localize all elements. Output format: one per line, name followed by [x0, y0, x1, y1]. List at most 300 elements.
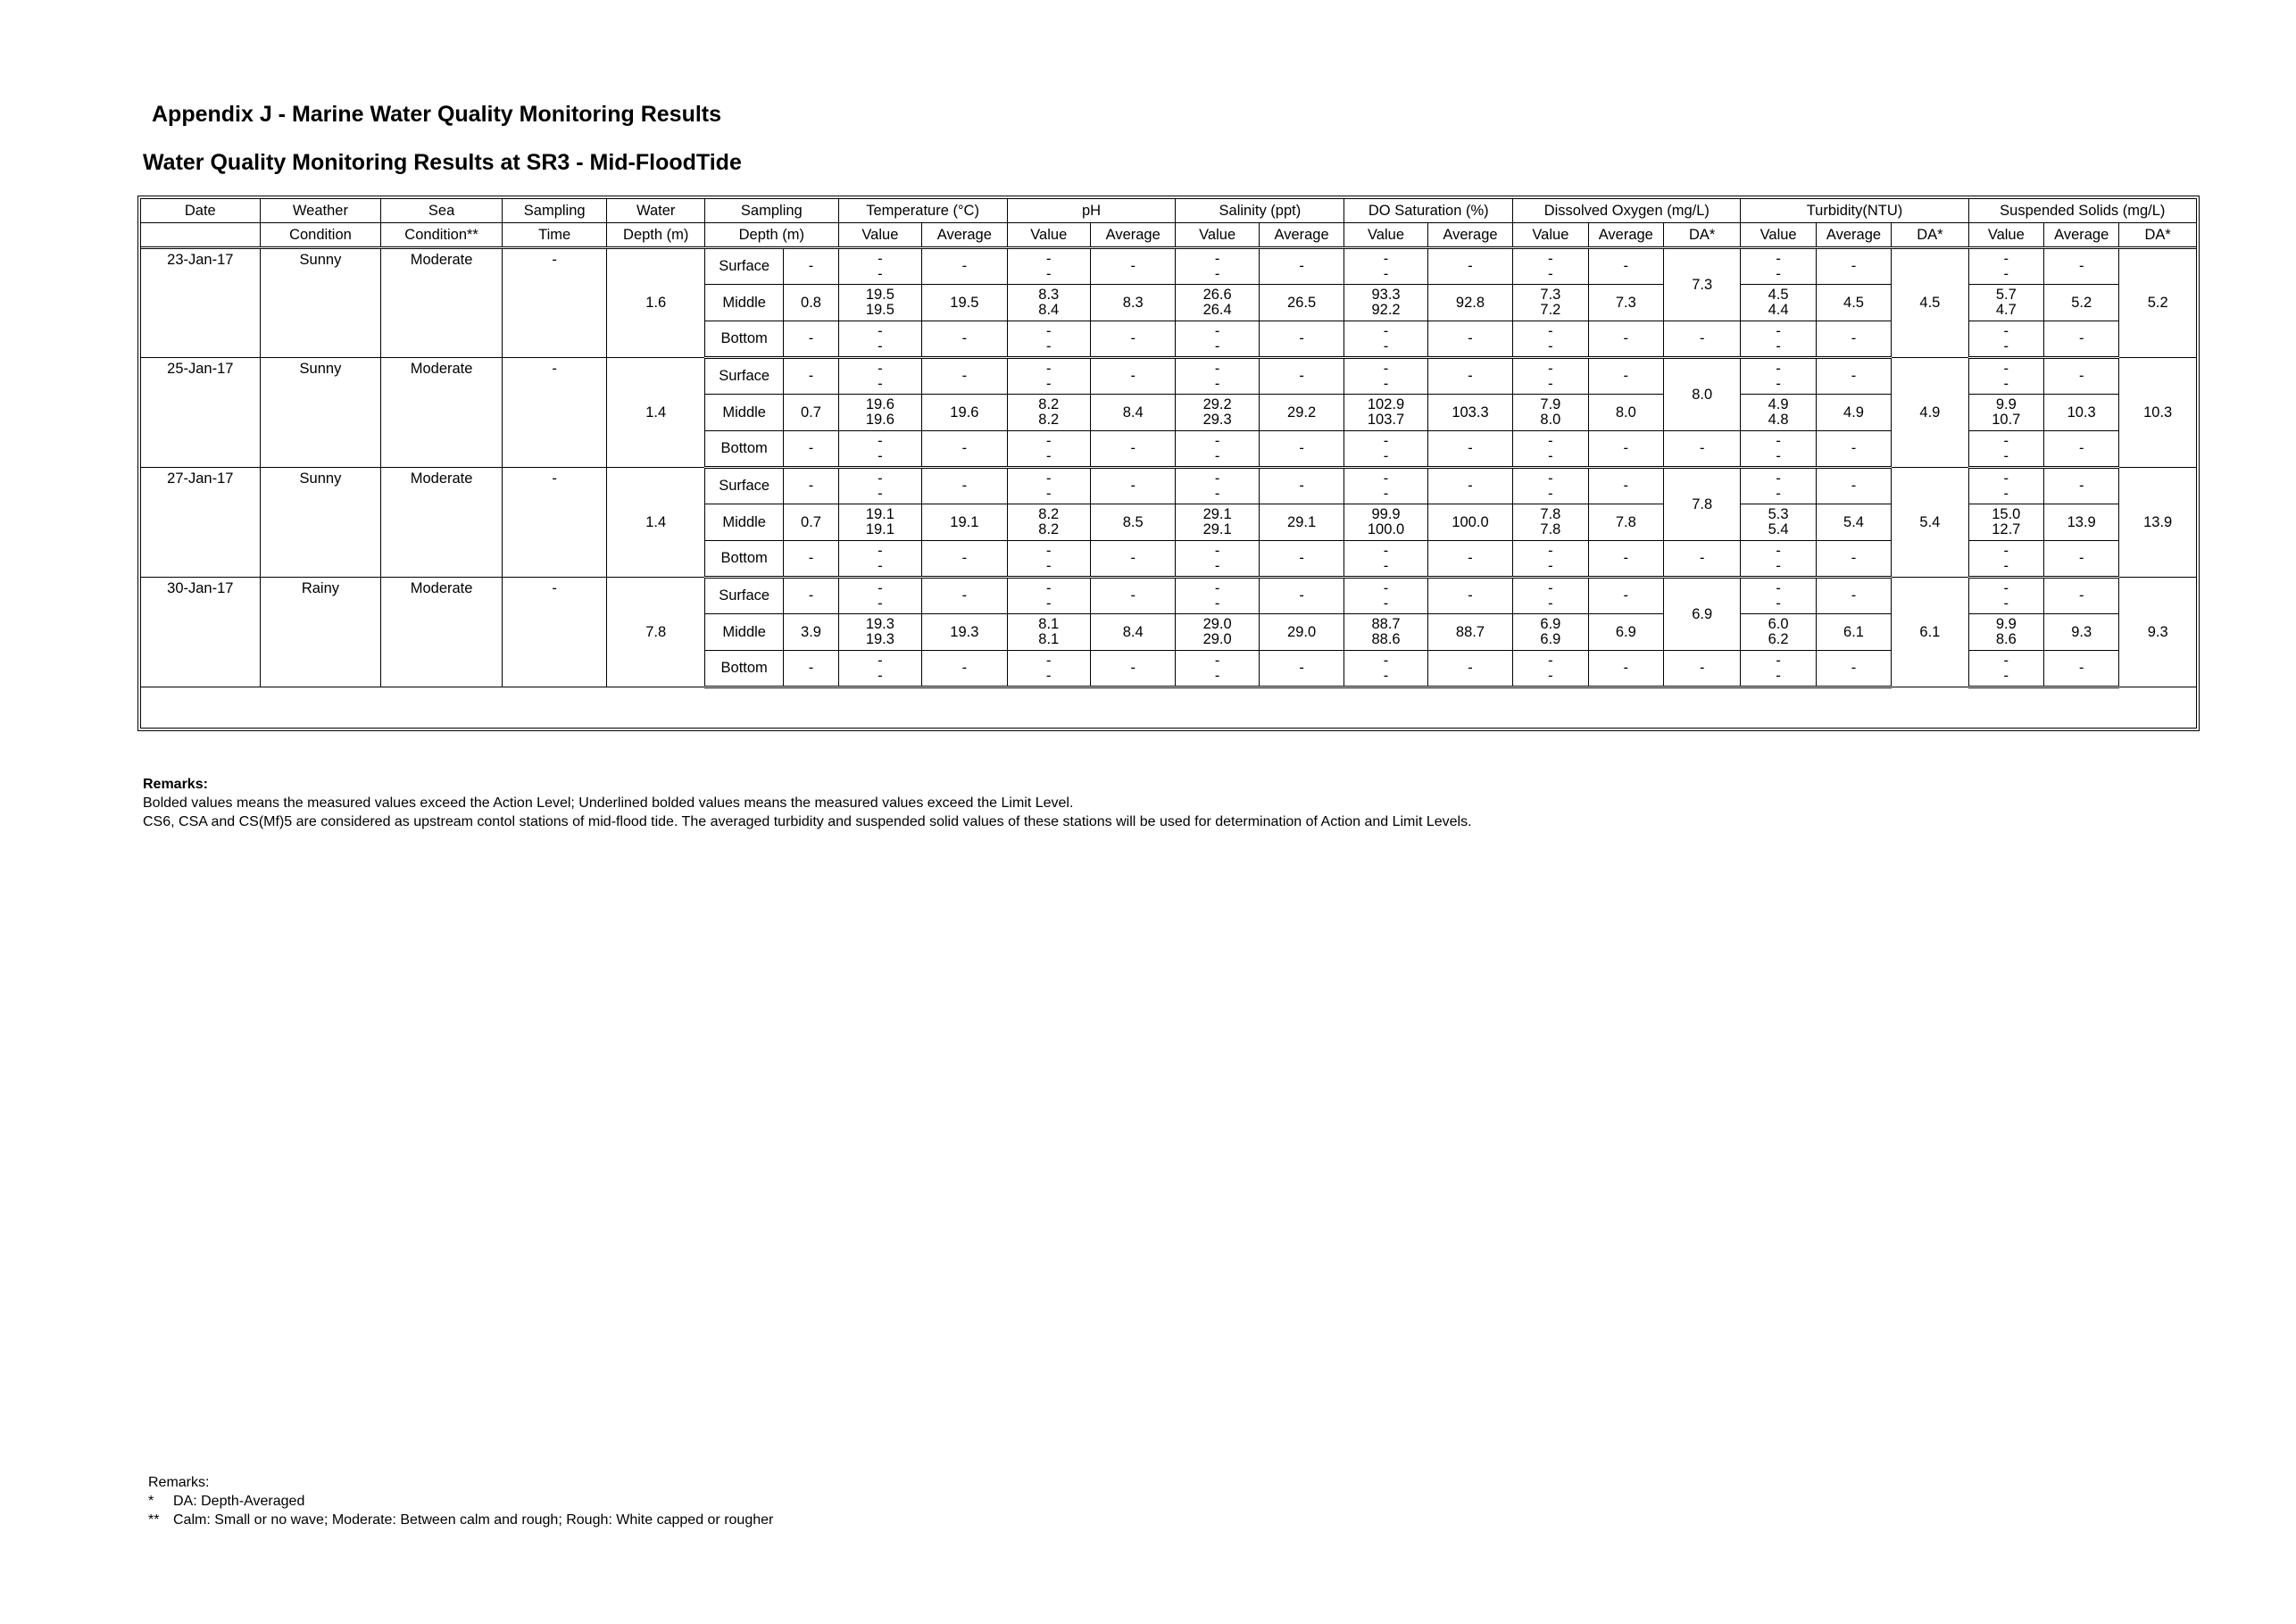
temperature-average: - — [922, 541, 1007, 578]
subheader-sampling-depth: Depth (m) — [704, 223, 838, 248]
turbidity-value-reading-1: - — [1776, 652, 1781, 669]
turbidity-da: 5.4 — [1892, 468, 1968, 578]
level-cell: Middle — [704, 504, 783, 541]
salinity-value — [1176, 614, 1259, 651]
dissolved-oxygen-value — [1513, 321, 1588, 358]
salinity-value-reading-1: 29.2 — [1202, 396, 1232, 412]
dissolved-oxygen-value — [1513, 468, 1588, 504]
suspended-solids-value — [1968, 248, 2043, 285]
header-temperature: Temperature (°C) — [838, 199, 1007, 223]
subheader-value: Value — [1007, 223, 1090, 248]
temperature-value-reading-2: - — [878, 337, 883, 354]
turbidity-value-reading-1: - — [1776, 432, 1781, 449]
dissolved-oxygen-value — [1513, 541, 1588, 578]
temperature-value-reading-1: - — [878, 360, 883, 377]
dissolved-oxygen-da-bottom: - — [1663, 431, 1740, 468]
temperature-value — [838, 321, 921, 358]
do-saturation-average: - — [1427, 651, 1512, 687]
do-saturation-value-reading-1: 102.9 — [1367, 396, 1405, 412]
ph-value — [1007, 541, 1090, 578]
turbidity-da: 6.1 — [1892, 578, 1968, 687]
temperature-value-reading-1: 19.1 — [865, 506, 894, 522]
salinity-value-reading-2: - — [1214, 667, 1220, 684]
ph-value-reading-2: - — [1046, 557, 1052, 574]
salinity-value-reading-1: - — [1214, 250, 1220, 267]
dissolved-oxygen-value-reading-1: - — [1548, 579, 1553, 596]
header-suspended-solids: Suspended Solids (mg/L) — [1968, 199, 2196, 223]
salinity-average: - — [1259, 431, 1343, 468]
turbidity-value-reading-1: - — [1776, 360, 1781, 377]
level-cell: Bottom — [704, 541, 783, 578]
temperature-value — [838, 541, 921, 578]
salinity-value — [1176, 468, 1259, 504]
do-saturation-value-reading-2: - — [1383, 485, 1389, 502]
ph-value-reading-1: 8.2 — [1038, 396, 1060, 412]
do-saturation-value — [1344, 651, 1427, 687]
salinity-value — [1176, 358, 1259, 395]
ph-value-reading-2: 8.2 — [1038, 521, 1060, 537]
suspended-solids-value-reading-1: - — [2003, 470, 2009, 487]
level-cell: Bottom — [704, 651, 783, 687]
suspended-solids-value — [1968, 651, 2043, 687]
turbidity-value-reading-2: 6.2 — [1768, 631, 1789, 647]
temperature-value-reading-2: - — [878, 265, 883, 282]
header-water-depth: Water — [607, 199, 705, 223]
salinity-average: - — [1259, 541, 1343, 578]
do-saturation-value — [1344, 248, 1427, 285]
turbidity-average: - — [1816, 358, 1891, 395]
do-saturation-value — [1344, 321, 1427, 358]
salinity-value — [1176, 321, 1259, 358]
page-title: Appendix J - Marine Water Quality Monitoring Results — [152, 102, 722, 127]
footnotes-block — [148, 1473, 773, 1529]
subheader-da: DA* — [2119, 223, 2197, 248]
ph-value — [1007, 504, 1090, 541]
temperature-value — [838, 614, 921, 651]
turbidity-value-reading-2: - — [1776, 337, 1781, 354]
subheader-average: Average — [1427, 223, 1512, 248]
turbidity-value-reading-1: 6.0 — [1768, 616, 1789, 632]
do-saturation-value-reading-1: - — [1383, 250, 1389, 267]
temperature-value — [838, 248, 921, 285]
level-cell: Bottom — [704, 431, 783, 468]
temperature-value-reading-2: 19.3 — [865, 631, 894, 647]
salinity-value — [1176, 651, 1259, 687]
turbidity-value-reading-2: - — [1776, 375, 1781, 392]
footnote-text: Calm: Small or no wave; Moderate: Between calm and rough; Rough: White capped or rougher — [173, 1512, 774, 1528]
sampling-time-cell: - — [502, 248, 607, 358]
dissolved-oxygen-value-reading-1: 6.9 — [1540, 616, 1561, 632]
turbidity-value — [1741, 321, 1816, 358]
turbidity-value — [1741, 651, 1816, 687]
subheader-sea: Condition** — [381, 223, 503, 248]
turbidity-value-reading-2: 5.4 — [1768, 521, 1789, 537]
temperature-value-reading-1: - — [878, 542, 883, 559]
temperature-value — [838, 504, 921, 541]
suspended-solids-value-reading-2: 4.7 — [1995, 302, 2017, 318]
turbidity-value-reading-2: - — [1776, 265, 1781, 282]
dissolved-oxygen-value — [1513, 578, 1588, 614]
do-saturation-average: 92.8 — [1427, 285, 1512, 321]
dissolved-oxygen-value — [1513, 651, 1588, 687]
do-saturation-value — [1344, 541, 1427, 578]
sampling-time-cell: - — [502, 468, 607, 578]
temperature-average: - — [922, 468, 1007, 504]
suspended-solids-average: - — [2044, 578, 2119, 614]
subheader-value: Value — [1741, 223, 1816, 248]
salinity-value-reading-1: - — [1214, 470, 1220, 487]
dissolved-oxygen-value-reading-2: 7.2 — [1540, 302, 1561, 318]
do-saturation-average: - — [1427, 578, 1512, 614]
dissolved-oxygen-value-reading-2: 6.9 — [1540, 631, 1561, 647]
ph-value-reading-2: - — [1046, 375, 1052, 392]
temperature-value-reading-2: - — [878, 595, 883, 612]
dissolved-oxygen-da: 7.8 — [1663, 468, 1740, 541]
ph-value-reading-2: 8.1 — [1038, 631, 1060, 647]
suspended-solids-value — [1968, 321, 2043, 358]
dissolved-oxygen-da-bottom: - — [1663, 321, 1740, 358]
ph-average: - — [1090, 651, 1175, 687]
sampling-time-cell: - — [502, 578, 607, 687]
header-ph: pH — [1007, 199, 1176, 223]
turbidity-value-reading-1: 5.3 — [1768, 506, 1789, 522]
temperature-value-reading-2: - — [878, 447, 883, 464]
temperature-average: - — [922, 248, 1007, 285]
turbidity-average: - — [1816, 578, 1891, 614]
salinity-value-reading-2: - — [1214, 447, 1220, 464]
temperature-value-reading-1: 19.6 — [865, 396, 894, 412]
turbidity-average: 4.5 — [1816, 285, 1891, 321]
footnote-mark: * — [148, 1494, 154, 1509]
do-saturation-value-reading-2: - — [1383, 375, 1389, 392]
ph-value-reading-2: 8.4 — [1038, 302, 1060, 318]
do-saturation-average: - — [1427, 248, 1512, 285]
do-saturation-value-reading-2: - — [1383, 595, 1389, 612]
suspended-solids-value — [1968, 358, 2043, 395]
dissolved-oxygen-average: - — [1588, 541, 1663, 578]
suspended-solids-value-reading-1: - — [2003, 579, 2009, 596]
suspended-solids-value-reading-1: - — [2003, 360, 2009, 377]
temperature-average: 19.6 — [922, 395, 1007, 431]
suspended-solids-value — [1968, 468, 2043, 504]
do-saturation-value-reading-1: - — [1383, 322, 1389, 339]
temperature-average: - — [922, 321, 1007, 358]
turbidity-value — [1741, 578, 1816, 614]
dissolved-oxygen-value-reading-2: - — [1548, 447, 1553, 464]
dissolved-oxygen-value-reading-2: - — [1548, 375, 1553, 392]
do-saturation-value-reading-2: - — [1383, 337, 1389, 354]
suspended-solids-value-reading-2: 10.7 — [1992, 412, 2021, 428]
water-depth-cell: 7.8 — [607, 578, 705, 687]
dissolved-oxygen-value-reading-2: - — [1548, 265, 1553, 282]
turbidity-value-reading-1: - — [1776, 470, 1781, 487]
ph-average: 8.5 — [1090, 504, 1175, 541]
do-saturation-value-reading-2: 103.7 — [1367, 412, 1405, 428]
subheader-blank — [141, 223, 261, 248]
temperature-average: 19.1 — [922, 504, 1007, 541]
do-saturation-value — [1344, 614, 1427, 651]
suspended-solids-value — [1968, 431, 2043, 468]
do-saturation-value — [1344, 468, 1427, 504]
salinity-value-reading-1: - — [1214, 579, 1220, 596]
subheader-average: Average — [1816, 223, 1891, 248]
salinity-value — [1176, 431, 1259, 468]
ph-average: - — [1090, 358, 1175, 395]
footnote-da — [148, 1492, 773, 1511]
dissolved-oxygen-average: - — [1588, 321, 1663, 358]
dissolved-oxygen-da: 6.9 — [1663, 578, 1740, 651]
salinity-value-reading-1: 26.6 — [1202, 287, 1232, 303]
salinity-value-reading-1: - — [1214, 542, 1220, 559]
suspended-solids-da: 13.9 — [2119, 468, 2197, 578]
header-do-saturation: DO Saturation (%) — [1344, 199, 1513, 223]
suspended-solids-value-reading-1: 9.9 — [1995, 616, 2017, 632]
suspended-solids-value — [1968, 578, 2043, 614]
dissolved-oxygen-da-bottom: - — [1663, 651, 1740, 687]
dissolved-oxygen-da-bottom: - — [1663, 541, 1740, 578]
dissolved-oxygen-average: - — [1588, 578, 1663, 614]
salinity-average: - — [1259, 651, 1343, 687]
salinity-average: - — [1259, 248, 1343, 285]
level-cell: Middle — [704, 285, 783, 321]
sea-condition-cell: Moderate — [381, 358, 503, 468]
subheader-weather: Condition — [260, 223, 381, 248]
header-row — [141, 199, 2197, 223]
suspended-solids-value-reading-2: 12.7 — [1992, 521, 2021, 537]
suspended-solids-value — [1968, 395, 2043, 431]
ph-value-reading-1: - — [1046, 250, 1052, 267]
header-weather: Weather — [260, 199, 381, 223]
salinity-value-reading-1: 29.0 — [1202, 616, 1232, 632]
sea-condition-cell: Moderate — [381, 468, 503, 578]
suspended-solids-value-reading-1: - — [2003, 652, 2009, 669]
sampling-depth-cell: 0.7 — [784, 504, 838, 541]
dissolved-oxygen-average: 7.3 — [1588, 285, 1663, 321]
salinity-value-reading-1: - — [1214, 322, 1220, 339]
salinity-value — [1176, 248, 1259, 285]
ph-value-reading-2: - — [1046, 265, 1052, 282]
suspended-solids-value — [1968, 614, 2043, 651]
do-saturation-value — [1344, 578, 1427, 614]
turbidity-da: 4.9 — [1892, 358, 1968, 468]
do-saturation-average: - — [1427, 541, 1512, 578]
do-saturation-value-reading-1: - — [1383, 432, 1389, 449]
subheader-value: Value — [838, 223, 921, 248]
dissolved-oxygen-value-reading-1: 7.9 — [1540, 396, 1561, 412]
dissolved-oxygen-da: 8.0 — [1663, 358, 1740, 431]
suspended-solids-da: 10.3 — [2119, 358, 2197, 468]
footnote-mark: ** — [148, 1512, 160, 1528]
sampling-depth-cell: - — [784, 651, 838, 687]
water-quality-table — [140, 198, 2197, 688]
dissolved-oxygen-value-reading-1: 7.8 — [1540, 506, 1561, 522]
level-cell: Middle — [704, 395, 783, 431]
temperature-value-reading-1: - — [878, 432, 883, 449]
dissolved-oxygen-value-reading-1: - — [1548, 542, 1553, 559]
suspended-solids-value-reading-1: - — [2003, 542, 2009, 559]
do-saturation-average: - — [1427, 431, 1512, 468]
ph-value — [1007, 395, 1090, 431]
salinity-value-reading-2: - — [1214, 595, 1220, 612]
salinity-value-reading-1: - — [1214, 652, 1220, 669]
ph-value — [1007, 358, 1090, 395]
sampling-depth-cell: - — [784, 248, 838, 285]
dissolved-oxygen-average: - — [1588, 468, 1663, 504]
remarks-line-1: Bolded values means the measured values exceed the Action Level; Underlined bolded values means the measured values exceed the Limit Level. — [143, 795, 1074, 811]
salinity-average: - — [1259, 468, 1343, 504]
sampling-time-cell: - — [502, 358, 607, 468]
dissolved-oxygen-average: 7.8 — [1588, 504, 1663, 541]
level-cell: Middle — [704, 614, 783, 651]
turbidity-value-reading-1: - — [1776, 250, 1781, 267]
temperature-average: - — [922, 651, 1007, 687]
suspended-solids-value-reading-1: - — [2003, 250, 2009, 267]
salinity-value-reading-2: - — [1214, 265, 1220, 282]
temperature-value-reading-2: - — [878, 667, 883, 684]
ph-average: - — [1090, 468, 1175, 504]
level-cell: Bottom — [704, 321, 783, 358]
dissolved-oxygen-value-reading-2: - — [1548, 595, 1553, 612]
sampling-depth-cell: 0.8 — [784, 285, 838, 321]
dissolved-oxygen-value — [1513, 614, 1588, 651]
temperature-value-reading-1: - — [878, 322, 883, 339]
subheader-row — [141, 223, 2197, 248]
table-row — [141, 468, 2197, 504]
do-saturation-value-reading-2: - — [1383, 667, 1389, 684]
subheader-value: Value — [1176, 223, 1259, 248]
sampling-depth-cell: - — [784, 431, 838, 468]
weather-cell: Sunny — [260, 358, 381, 468]
suspended-solids-average: 5.2 — [2044, 285, 2119, 321]
date-cell: 27-Jan-17 — [141, 468, 261, 578]
suspended-solids-average: 10.3 — [2044, 395, 2119, 431]
do-saturation-value-reading-1: - — [1383, 652, 1389, 669]
footnote-text: DA: Depth-Averaged — [173, 1494, 305, 1509]
dissolved-oxygen-value-reading-1: - — [1548, 250, 1553, 267]
subheader-average: Average — [1259, 223, 1343, 248]
do-saturation-average: - — [1427, 321, 1512, 358]
dissolved-oxygen-value-reading-2: - — [1548, 337, 1553, 354]
salinity-value-reading-2: 29.0 — [1202, 631, 1232, 647]
do-saturation-average: - — [1427, 468, 1512, 504]
dissolved-oxygen-average: - — [1588, 431, 1663, 468]
salinity-value-reading-2: - — [1214, 557, 1220, 574]
turbidity-average: - — [1816, 541, 1891, 578]
salinity-value-reading-1: 29.1 — [1202, 506, 1232, 522]
dissolved-oxygen-value-reading-1: - — [1548, 652, 1553, 669]
salinity-value-reading-2: 26.4 — [1202, 302, 1232, 318]
sampling-depth-cell: - — [784, 468, 838, 504]
temperature-value-reading-2: 19.1 — [865, 521, 894, 537]
ph-value — [1007, 431, 1090, 468]
water-depth-cell: 1.6 — [607, 248, 705, 358]
subheader-da: DA* — [1663, 223, 1740, 248]
suspended-solids-value-reading-2: - — [2003, 337, 2009, 354]
ph-average: - — [1090, 431, 1175, 468]
footnotes-heading: Remarks: — [148, 1475, 210, 1490]
ph-value — [1007, 248, 1090, 285]
turbidity-da: 4.5 — [1892, 248, 1968, 358]
ph-value-reading-1: 8.2 — [1038, 506, 1060, 522]
ph-average: - — [1090, 321, 1175, 358]
do-saturation-value-reading-2: 100.0 — [1367, 521, 1405, 537]
water-depth-cell: 1.4 — [607, 468, 705, 578]
do-saturation-value-reading-1: - — [1383, 360, 1389, 377]
do-saturation-value-reading-1: - — [1383, 470, 1389, 487]
ph-value-reading-2: 8.2 — [1038, 412, 1060, 428]
suspended-solids-value-reading-2: - — [2003, 557, 2009, 574]
dissolved-oxygen-average: 8.0 — [1588, 395, 1663, 431]
ph-value-reading-1: - — [1046, 579, 1052, 596]
turbidity-value-reading-2: - — [1776, 447, 1781, 464]
turbidity-value — [1741, 541, 1816, 578]
dissolved-oxygen-value-reading-2: 8.0 — [1540, 412, 1561, 428]
salinity-value-reading-2: 29.3 — [1202, 412, 1232, 428]
temperature-average: - — [922, 578, 1007, 614]
ph-average: - — [1090, 578, 1175, 614]
salinity-value — [1176, 395, 1259, 431]
dissolved-oxygen-value-reading-2: - — [1548, 557, 1553, 574]
do-saturation-value-reading-1: 88.7 — [1371, 616, 1401, 632]
turbidity-average: 4.9 — [1816, 395, 1891, 431]
turbidity-average: 6.1 — [1816, 614, 1891, 651]
do-saturation-value-reading-1: - — [1383, 542, 1389, 559]
header-turbidity: Turbidity(NTU) — [1741, 199, 1968, 223]
ph-value-reading-2: - — [1046, 595, 1052, 612]
suspended-solids-average: 9.3 — [2044, 614, 2119, 651]
turbidity-value — [1741, 285, 1816, 321]
ph-value — [1007, 651, 1090, 687]
salinity-average: - — [1259, 578, 1343, 614]
ph-value-reading-2: - — [1046, 337, 1052, 354]
temperature-value — [838, 358, 921, 395]
ph-value — [1007, 468, 1090, 504]
dissolved-oxygen-value — [1513, 504, 1588, 541]
salinity-value — [1176, 504, 1259, 541]
salinity-value-reading-1: - — [1214, 432, 1220, 449]
salinity-average: 29.2 — [1259, 395, 1343, 431]
do-saturation-value-reading-2: - — [1383, 265, 1389, 282]
temperature-value — [838, 651, 921, 687]
salinity-value-reading-2: - — [1214, 337, 1220, 354]
salinity-average: 26.5 — [1259, 285, 1343, 321]
turbidity-value-reading-2: 4.4 — [1768, 302, 1789, 318]
temperature-value-reading-1: - — [878, 470, 883, 487]
temperature-value-reading-1: 19.3 — [865, 616, 894, 632]
sampling-depth-cell: - — [784, 578, 838, 614]
dissolved-oxygen-average: 6.9 — [1588, 614, 1663, 651]
do-saturation-value-reading-1: - — [1383, 579, 1389, 596]
salinity-average: 29.1 — [1259, 504, 1343, 541]
table-body — [141, 248, 2197, 687]
do-saturation-value-reading-1: 99.9 — [1371, 506, 1401, 522]
do-saturation-value-reading-2: - — [1383, 447, 1389, 464]
subheader-sampling-time: Time — [502, 223, 607, 248]
dissolved-oxygen-average: - — [1588, 248, 1663, 285]
do-saturation-value — [1344, 395, 1427, 431]
dissolved-oxygen-value — [1513, 285, 1588, 321]
ph-average: 8.4 — [1090, 395, 1175, 431]
temperature-value — [838, 468, 921, 504]
salinity-value-reading-1: - — [1214, 360, 1220, 377]
ph-value — [1007, 321, 1090, 358]
temperature-average: 19.3 — [922, 614, 1007, 651]
subheader-average: Average — [1090, 223, 1175, 248]
sampling-depth-cell: - — [784, 541, 838, 578]
suspended-solids-average: - — [2044, 358, 2119, 395]
salinity-value — [1176, 285, 1259, 321]
dissolved-oxygen-value — [1513, 431, 1588, 468]
